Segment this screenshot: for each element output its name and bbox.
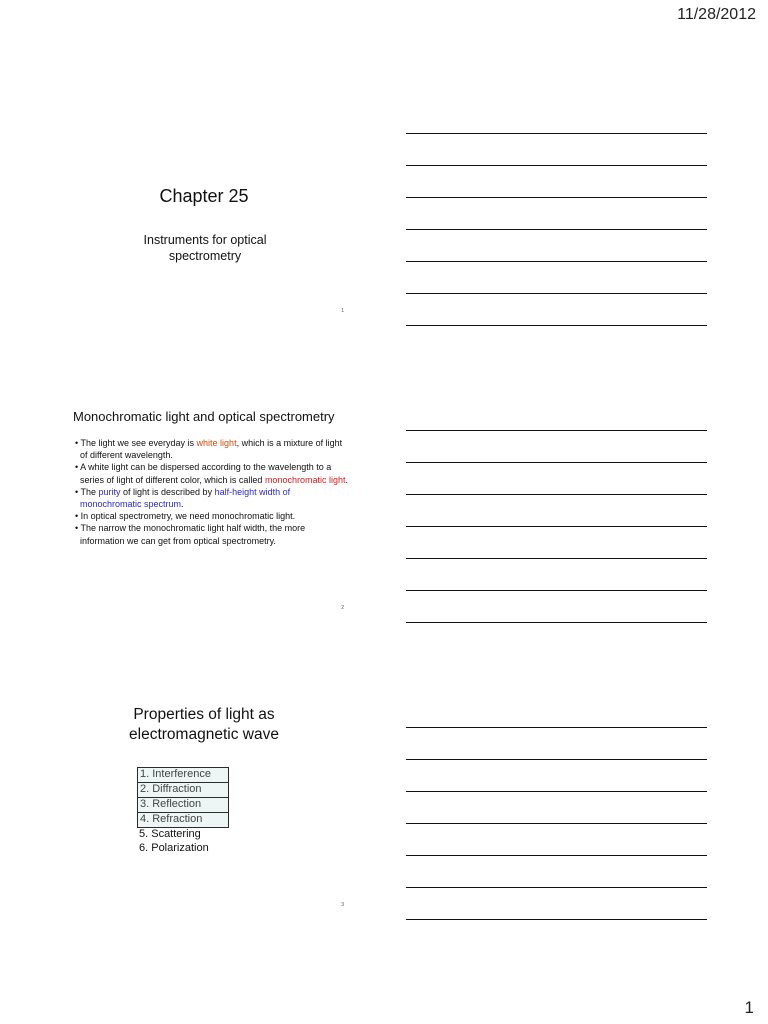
slide-1-subtitle-line2: spectrometry xyxy=(168,249,242,263)
slide-3-title-line1: Properties of light as xyxy=(133,706,275,723)
page-date: 11/28/2012 xyxy=(677,6,756,23)
bullet-3-highlight-purity: purity xyxy=(98,486,121,497)
note-line xyxy=(406,622,707,623)
list-item: 5. Scattering xyxy=(139,828,201,840)
slide-1-number: 1 xyxy=(341,308,344,314)
bullet-3-text-a: • The xyxy=(75,486,99,497)
slide-2-title: Monochromatic light and optical spectrometry xyxy=(73,409,335,424)
note-line xyxy=(406,494,707,495)
slide-3 xyxy=(60,0,348,915)
note-line xyxy=(406,887,707,888)
page-number: 1 xyxy=(744,998,754,1017)
note-line xyxy=(406,855,707,856)
bullet-1-text-a: • The light we see everyday is xyxy=(75,438,197,448)
note-line xyxy=(406,526,707,527)
bullet-5: • The narrow the monochromatic light half width, the more information we can get from optical spectrometry. xyxy=(75,523,306,546)
list-item: 2. Diffraction xyxy=(137,782,229,798)
note-line xyxy=(406,558,707,559)
slide-2-number: 2 xyxy=(341,605,344,611)
bullet-3-text-e: . xyxy=(181,499,184,510)
bullet-3-text-c: of light is described by xyxy=(120,486,215,497)
slide-3-number: 3 xyxy=(341,902,344,908)
note-line xyxy=(406,759,707,760)
note-line xyxy=(406,197,707,198)
list-item: 3. Reflection xyxy=(137,797,229,813)
note-line xyxy=(406,590,707,591)
note-line xyxy=(406,727,707,728)
note-line xyxy=(406,430,707,431)
slide-1-subtitle-line1: Instruments for optical xyxy=(143,233,267,247)
list-item: 6. Polarization xyxy=(139,842,209,854)
note-line xyxy=(406,791,707,792)
bullet-2-highlight: monochromatic light xyxy=(264,474,346,485)
list-item: 1. Interference xyxy=(137,767,229,783)
note-line xyxy=(406,325,707,326)
slide-1-title: Chapter 25 xyxy=(159,186,249,206)
properties-list xyxy=(137,768,237,856)
note-line xyxy=(406,462,707,463)
bullet-3-highlight-width: half-height width of monochromatic spectrum xyxy=(80,486,291,510)
slide-3-title-line2: electromagnetic wave xyxy=(129,726,279,743)
note-line xyxy=(406,261,707,262)
bullet-2-text-c: . xyxy=(345,474,348,485)
note-line xyxy=(406,133,707,134)
bullet-1-highlight: white light xyxy=(196,438,237,448)
note-line xyxy=(406,823,707,824)
list-item: 4. Refraction xyxy=(137,812,229,828)
bullet-2-text-a: • A white light can be dispersed according to the wavelength to a series of light of different color, which is called xyxy=(75,462,332,485)
note-line xyxy=(406,293,707,294)
note-line xyxy=(406,229,707,230)
note-line xyxy=(406,165,707,166)
bullet-1-text-c: , which is a mixture of light of different wavelength. xyxy=(80,438,343,461)
bullet-4: • In optical spectrometry, we need monochromatic light. xyxy=(75,511,296,522)
slide-3-title xyxy=(60,705,348,745)
note-line xyxy=(406,919,707,920)
